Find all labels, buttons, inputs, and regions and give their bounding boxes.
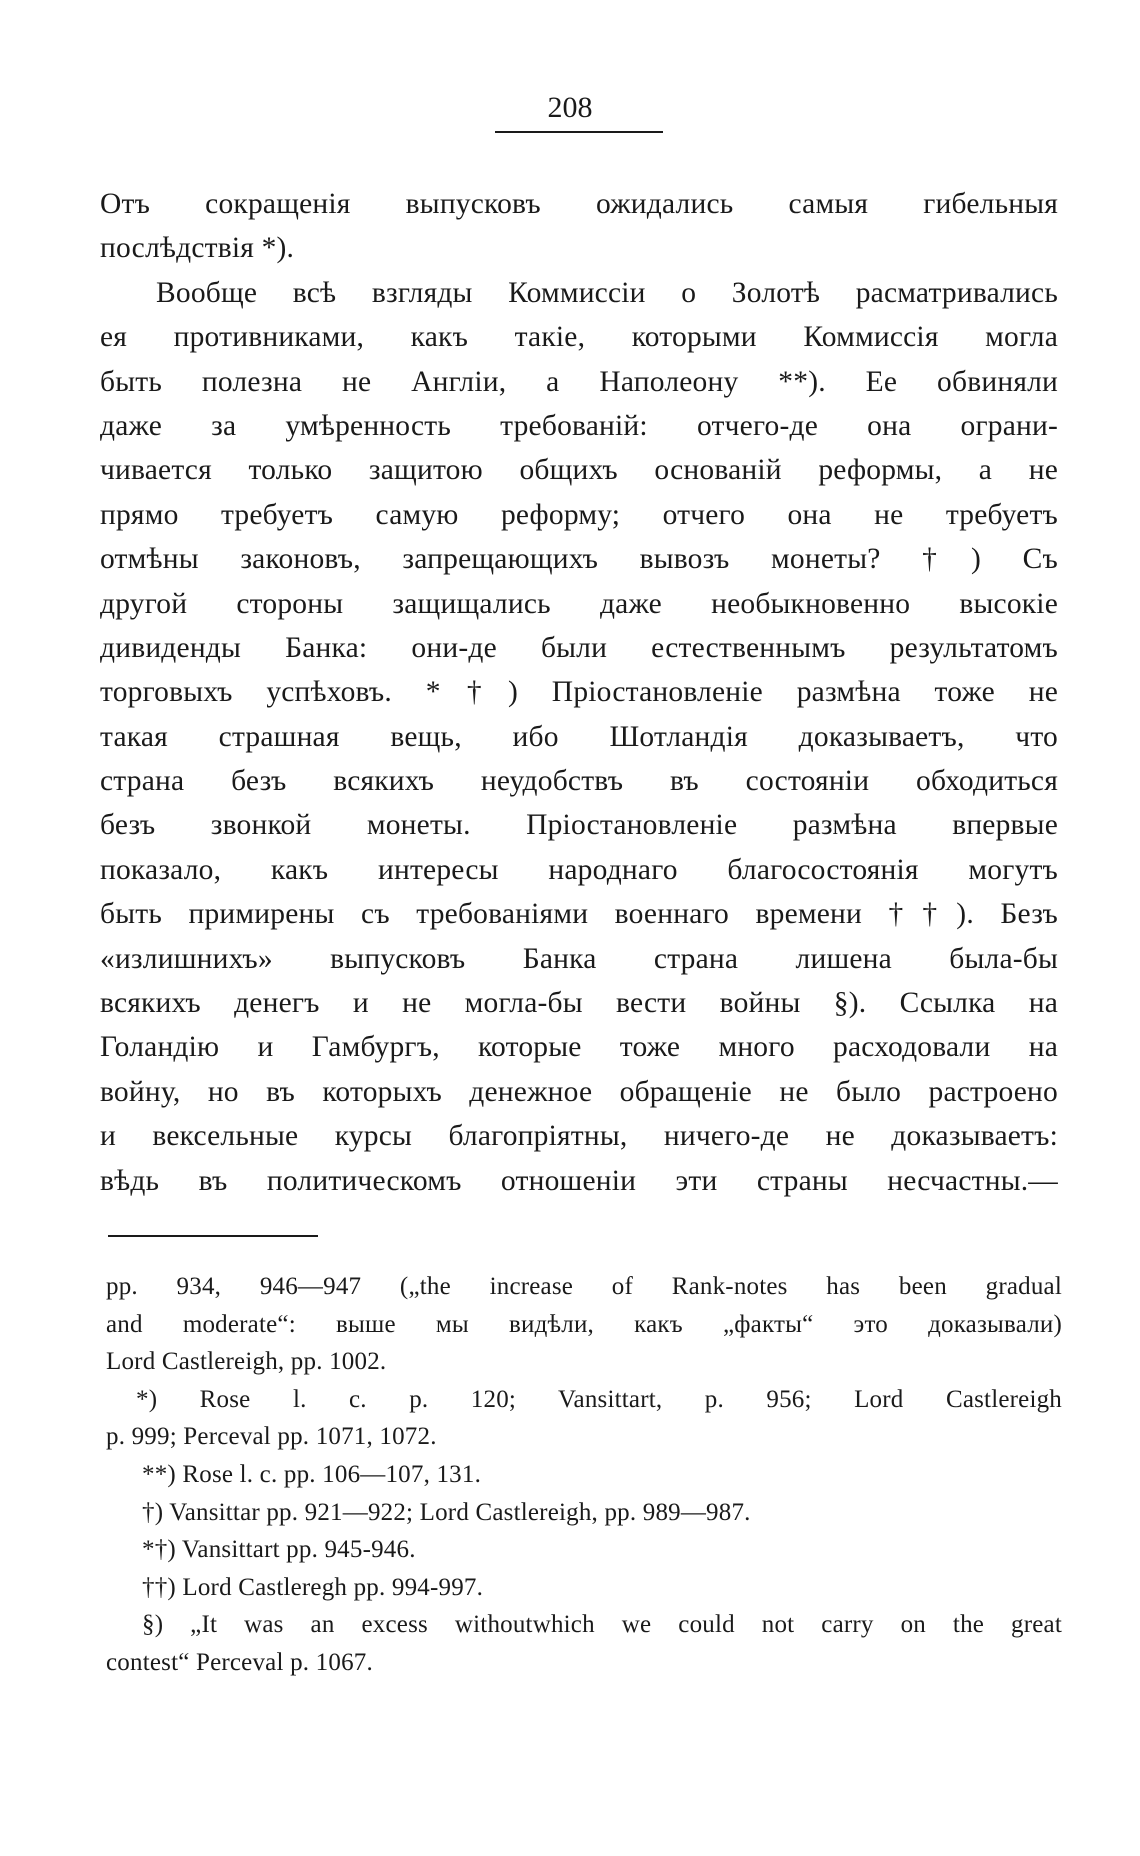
footnote-line: **) Rose l. c. pp. 106—107, 131.: [142, 1460, 482, 1488]
footnote-line: contest“ Perceval p. 1067.: [106, 1648, 373, 1676]
text-line: чивается только защитою общихъ основаній реформы, а не: [100, 454, 1058, 487]
footnote-line: ††) Lord Castleregh pp. 994-997.: [142, 1573, 484, 1601]
text-line: и вексельные курсы благопріятны, ничего-де не доказываетъ:: [100, 1120, 1058, 1153]
text-line: прямо требуетъ самую реформу; отчего она не требуетъ: [100, 498, 1058, 531]
footnote-line: †) Vansittar pp. 921—922; Lord Castlereigh, pp. 989—987.: [142, 1498, 751, 1526]
footnote-line: pp. 934, 946—947 („the increase of Rank-notes has been gradual: [106, 1273, 1062, 1300]
page-number-underline: [495, 131, 663, 133]
footnote-line: and moderate“: выше мы видѣли, какъ „факты“ это доказывали): [106, 1310, 1062, 1338]
text-line: послѣдствія *).: [100, 232, 295, 265]
text-line: ея противниками, какъ такіе, которыми Коммиссія могла: [100, 321, 1058, 354]
text-line: другой стороны защищались даже необыкновенно высокіе: [100, 587, 1058, 620]
text-line: отмѣны законовъ, запрещающихъ вывозъ монеты? †) Съ: [100, 543, 1058, 576]
text-line: такая страшная вещь, ибо Шотландія доказываетъ, что: [100, 720, 1058, 753]
text-line: быть примирены съ требованіями военнаго времени ††). Безъ: [100, 898, 1058, 931]
page-number: 208: [547, 91, 593, 124]
text-line: даже за умѣренность требованій: отчего-де она ограни-: [100, 409, 1058, 442]
text-line: Голандію и Гамбургъ, которые тоже много расходовали на: [100, 1031, 1058, 1064]
footnote-line: §) „It was an excess withoutwhich we could not carry on the great: [142, 1611, 1062, 1639]
text-line: всякихъ денегъ и не могла-бы вести войны §). Ссылка на: [100, 987, 1058, 1020]
footnote-separator: [108, 1235, 318, 1237]
footnote-line: *) Rose l. c. p. 120; Vansittart, p. 956; Lord Castlereigh: [136, 1385, 1062, 1413]
text-line: безъ звонкой монеты. Пріостановленіе размѣна впервые: [100, 809, 1058, 842]
text-line: быть полезна не Англіи, а Наполеону **). Ее обвиняли: [100, 365, 1058, 398]
footnote-line: *†) Vansittart pp. 945-946.: [142, 1536, 416, 1564]
main-text: [100, 182, 1058, 1203]
text-line: «излишнихъ» выпусковъ Банка страна лишена была-бы: [100, 942, 1058, 975]
text-line: страна безъ всякихъ неудобствъ въ состояніи обходиться: [100, 765, 1058, 798]
text-line: дивиденды Банка: они-де были естественнымъ результатомъ: [100, 631, 1058, 664]
footnote-line: p. 999; Perceval pp. 1071, 1072.: [106, 1423, 437, 1451]
text-line: войну, но въ которыхъ денежное обращеніе не было растроено: [100, 1075, 1058, 1108]
footnote-line: Lord Castlereigh, pp. 1002.: [106, 1348, 387, 1376]
text-line: вѣдь въ политическомъ отношеніи эти страны несчастны.—: [100, 1164, 1058, 1197]
text-line: Отъ сокращенія выпусковъ ожидались самыя гибельныя: [100, 188, 1058, 220]
footnotes: [106, 1268, 1062, 1682]
text-line: Вообще всѣ взгляды Коммиссіи о Золотѣ расматривались: [156, 276, 1058, 309]
text-line: торговыхъ успѣховъ. *†) Пріостановленіе размѣна тоже не: [100, 676, 1058, 709]
text-line: показало, какъ интересы народнаго благосостоянія могутъ: [100, 853, 1058, 886]
